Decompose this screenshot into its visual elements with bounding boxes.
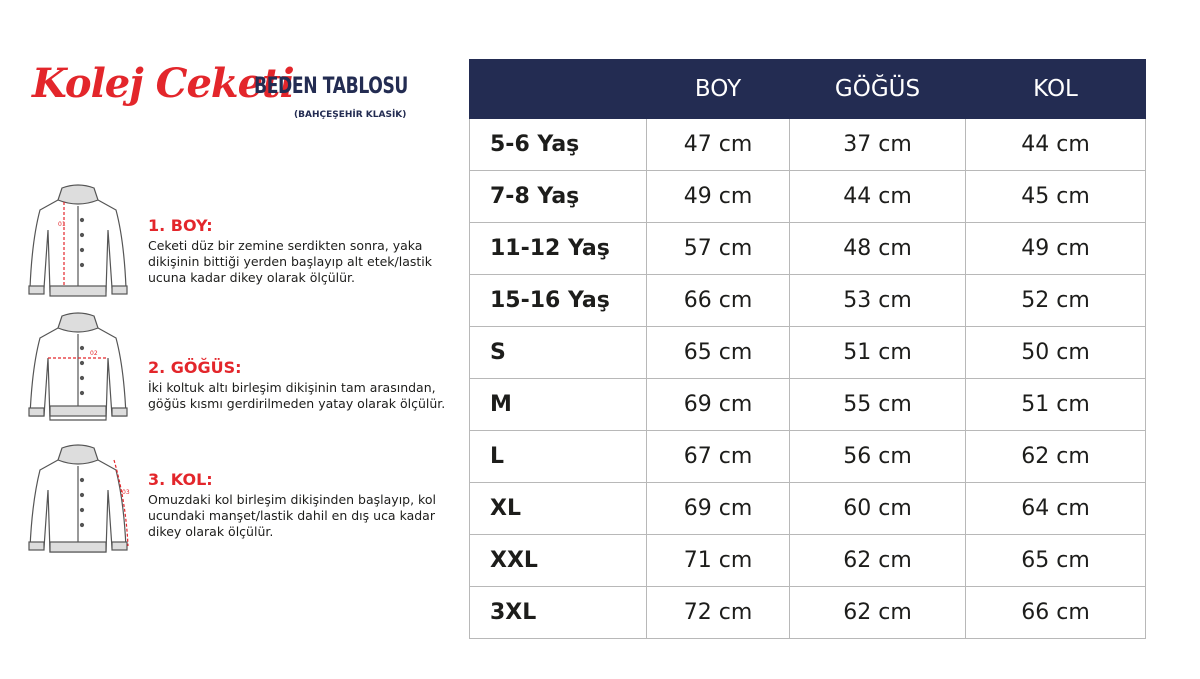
boy-cell: 72 cm xyxy=(647,587,790,639)
boy-cell: 71 cm xyxy=(647,535,790,587)
guide-marker-02: 02 xyxy=(90,350,98,357)
guide-marker-03: 03 xyxy=(122,489,130,496)
guide-text: Ceketi düz bir zemine serdikten sonra, yaka dikişinin bittiği yerden başlayıp alt etek/lastik ucuna kadar dikey olarak ölçülür. xyxy=(148,238,433,285)
guide-title: 3. KOL: xyxy=(148,470,213,489)
brand-logo xyxy=(32,60,412,130)
gogus-cell: 55 cm xyxy=(790,379,966,431)
kol-cell: 64 cm xyxy=(966,483,1146,535)
kol-cell: 44 cm xyxy=(966,119,1146,171)
header-gogus: GÖĞÜS xyxy=(790,60,966,119)
table-row xyxy=(470,379,1146,431)
gogus-cell: 56 cm xyxy=(790,431,966,483)
gogus-cell: 60 cm xyxy=(790,483,966,535)
table-row xyxy=(470,223,1146,275)
kol-cell: 62 cm xyxy=(966,431,1146,483)
guide-title: 2. GÖĞÜS: xyxy=(148,358,242,377)
table-row xyxy=(470,483,1146,535)
gogus-cell: 62 cm xyxy=(790,587,966,639)
guide-text: Omuzdaki kol birleşim dikişinden başlayıp, kol ucundaki manşet/lastik dahil en dış uca kadar dikey olarak ölçülür. xyxy=(148,492,436,539)
kol-cell: 45 cm xyxy=(966,171,1146,223)
table-row xyxy=(470,535,1146,587)
kol-cell: 49 cm xyxy=(966,223,1146,275)
boy-cell: 47 cm xyxy=(647,119,790,171)
header-kol: KOL xyxy=(966,60,1146,119)
boy-cell: 69 cm xyxy=(647,483,790,535)
boy-cell: 67 cm xyxy=(647,431,790,483)
table-row xyxy=(470,431,1146,483)
size-cell: XL xyxy=(470,483,647,535)
header-boy: BOY xyxy=(647,60,790,119)
kol-cell: 65 cm xyxy=(966,535,1146,587)
table-row xyxy=(470,171,1146,223)
size-cell: L xyxy=(470,431,647,483)
table-row xyxy=(470,587,1146,639)
size-cell: 7-8 Yaş xyxy=(470,171,647,223)
kol-cell: 50 cm xyxy=(966,327,1146,379)
size-cell: S xyxy=(470,327,647,379)
guide-title: 1. BOY: xyxy=(148,216,213,235)
jacket-sketch-icon xyxy=(22,308,134,433)
gogus-cell: 48 cm xyxy=(790,223,966,275)
jacket-sketch-icon xyxy=(22,442,134,567)
size-cell: 15-16 Yaş xyxy=(470,275,647,327)
size-cell: M xyxy=(470,379,647,431)
guide-marker-01: 01 xyxy=(58,221,66,228)
boy-cell: 57 cm xyxy=(647,223,790,275)
jacket-sketch-icon xyxy=(22,180,134,305)
table-header-row xyxy=(470,60,1146,119)
size-cell: 3XL xyxy=(470,587,647,639)
boy-cell: 66 cm xyxy=(647,275,790,327)
table-row xyxy=(470,275,1146,327)
gogus-cell: 51 cm xyxy=(790,327,966,379)
kol-cell: 51 cm xyxy=(966,379,1146,431)
table-row xyxy=(470,119,1146,171)
gogus-cell: 44 cm xyxy=(790,171,966,223)
page-subtitle: (BAHÇEŞEHİR KLASİK) xyxy=(294,110,407,120)
kol-cell: 66 cm xyxy=(966,587,1146,639)
boy-cell: 65 cm xyxy=(647,327,790,379)
kol-cell: 52 cm xyxy=(966,275,1146,327)
header-size xyxy=(470,60,647,119)
size-cell: 5-6 Yaş xyxy=(470,119,647,171)
gogus-cell: 62 cm xyxy=(790,535,966,587)
table-row xyxy=(470,327,1146,379)
page-title: BEDEN TABLOSU xyxy=(254,74,408,99)
size-cell: XXL xyxy=(470,535,647,587)
guide-text: İki koltuk altı birleşim dikişinin tam arasından, göğüs kısmı gerdirilmeden yatay olarak ölçülür. xyxy=(148,380,446,411)
logo-script-title: Kolej Ceketi xyxy=(32,60,294,107)
boy-cell: 69 cm xyxy=(647,379,790,431)
gogus-cell: 37 cm xyxy=(790,119,966,171)
gogus-cell: 53 cm xyxy=(790,275,966,327)
size-table xyxy=(469,59,1146,639)
boy-cell: 49 cm xyxy=(647,171,790,223)
size-cell: 11-12 Yaş xyxy=(470,223,647,275)
